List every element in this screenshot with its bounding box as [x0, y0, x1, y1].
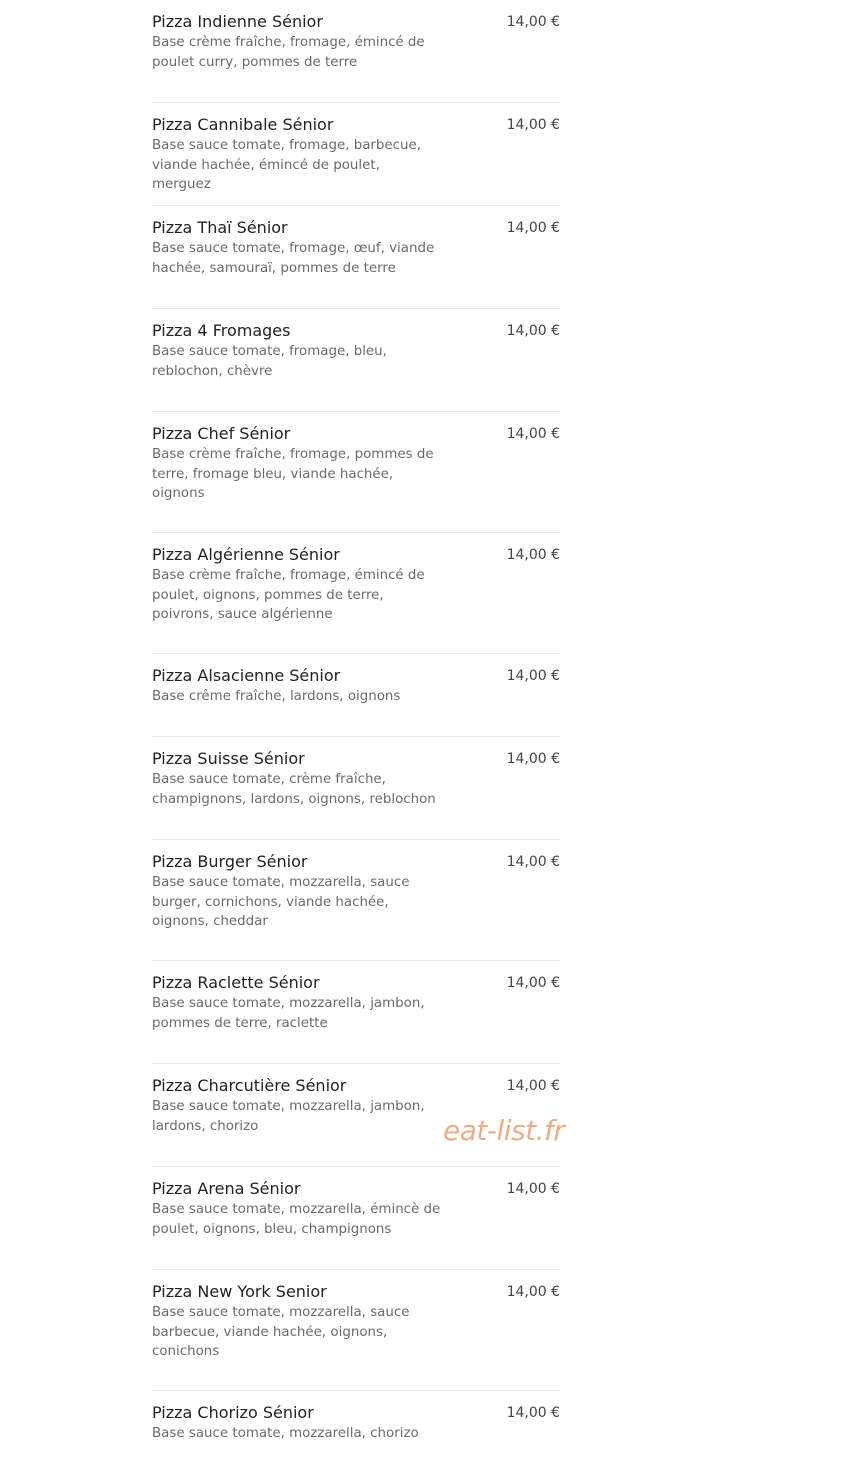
- item-price: 14,00 €: [506, 426, 560, 442]
- item-price: 14,00 €: [506, 323, 560, 339]
- item-name: Pizza Thaï Sénior: [152, 218, 288, 237]
- item-description: Base sauce tomate, fromage, barbecue, viande hachée, émincé de poulet, merguez: [152, 138, 421, 192]
- item-price: 14,00 €: [506, 854, 560, 870]
- item-price: 14,00 €: [506, 1284, 560, 1300]
- item-price: 14,00 €: [506, 751, 560, 767]
- item-description: Base crème fraîche, fromage, pommes de terre, fromage bleu, viande hachée, oignons: [152, 447, 434, 501]
- item-price: 14,00 €: [506, 975, 560, 991]
- item-name: Pizza Burger Sénior: [152, 852, 308, 871]
- menu-item[interactable]: [152, 533, 560, 654]
- item-name: Pizza New York Senior: [152, 1282, 327, 1301]
- item-description: Base sauce tomate, mozzarella, jambon, lardons, chorizo: [152, 1099, 425, 1134]
- menu-item[interactable]: [152, 412, 560, 533]
- item-price: 14,00 €: [506, 1405, 560, 1421]
- item-name: Pizza Raclette Sénior: [152, 973, 320, 992]
- item-price: 14,00 €: [506, 117, 560, 133]
- item-description: Base sauce tomate, mozzarella, sauce burger, cornichons, viande hachée, oignons, cheddar: [152, 875, 410, 929]
- item-description: Base sauce tomate, mozzarella, jambon, pommes de terre, raclette: [152, 996, 425, 1031]
- item-description: Base sauce tomate, fromage, bleu, reblochon, chèvre: [152, 344, 387, 379]
- menu-item[interactable]: [152, 103, 560, 206]
- item-description: Base crème fraîche, fromage, émincé de poulet curry, pommes de terre: [152, 35, 425, 70]
- item-name: Pizza Chef Sénior: [152, 424, 291, 443]
- menu-item[interactable]: [152, 654, 560, 737]
- item-name: Pizza Alsacienne Sénior: [152, 666, 341, 685]
- menu-item[interactable]: [152, 309, 560, 412]
- item-name: Pizza Chorizo Sénior: [152, 1403, 314, 1422]
- menu-list: [152, 0, 560, 1473]
- item-price: 14,00 €: [506, 14, 560, 30]
- item-name: Pizza 4 Fromages: [152, 321, 291, 340]
- item-description: Base sauce tomate, mozzarella, sauce barbecue, viande hachée, oignons, conichons: [152, 1305, 410, 1359]
- menu-item[interactable]: [152, 1270, 560, 1391]
- menu-item[interactable]: [152, 840, 560, 961]
- item-description: Base sauce tomate, fromage, œuf, viande hachée, samouraï, pommes de terre: [152, 241, 435, 276]
- item-price: 14,00 €: [506, 220, 560, 236]
- item-price: 14,00 €: [506, 547, 560, 563]
- item-description: Base sauce tomate, mozzarella, chorizo: [152, 1426, 419, 1441]
- menu-item[interactable]: [152, 0, 560, 103]
- item-price: 14,00 €: [506, 1181, 560, 1197]
- item-name: Pizza Cannibale Sénior: [152, 115, 334, 134]
- menu-item[interactable]: [152, 961, 560, 1064]
- item-description: Base crème fraîche, fromage, émincé de poulet, oignons, pommes de terre, poivrons, sauce algérienne: [152, 568, 425, 622]
- menu-item[interactable]: [152, 1391, 560, 1473]
- watermark: eat-list.fr: [443, 1114, 565, 1147]
- menu-item[interactable]: [152, 206, 560, 309]
- item-name: Pizza Arena Sénior: [152, 1179, 301, 1198]
- item-name: Pizza Charcutière Sénior: [152, 1076, 347, 1095]
- item-price: 14,00 €: [506, 1078, 560, 1094]
- item-price: 14,00 €: [506, 668, 560, 684]
- menu-item[interactable]: [152, 737, 560, 840]
- menu-item[interactable]: [152, 1167, 560, 1270]
- item-name: Pizza Suisse Sénior: [152, 749, 305, 768]
- item-description: Base crême fraîche, lardons, oignons: [152, 689, 401, 704]
- item-name: Pizza Indienne Sénior: [152, 12, 323, 31]
- item-name: Pizza Algérienne Sénior: [152, 545, 340, 564]
- item-description: Base sauce tomate, mozzarella, émincè de poulet, oignons, bleu, champignons: [152, 1202, 441, 1237]
- item-description: Base sauce tomate, crème fraîche, champignons, lardons, oignons, reblochon: [152, 772, 436, 807]
